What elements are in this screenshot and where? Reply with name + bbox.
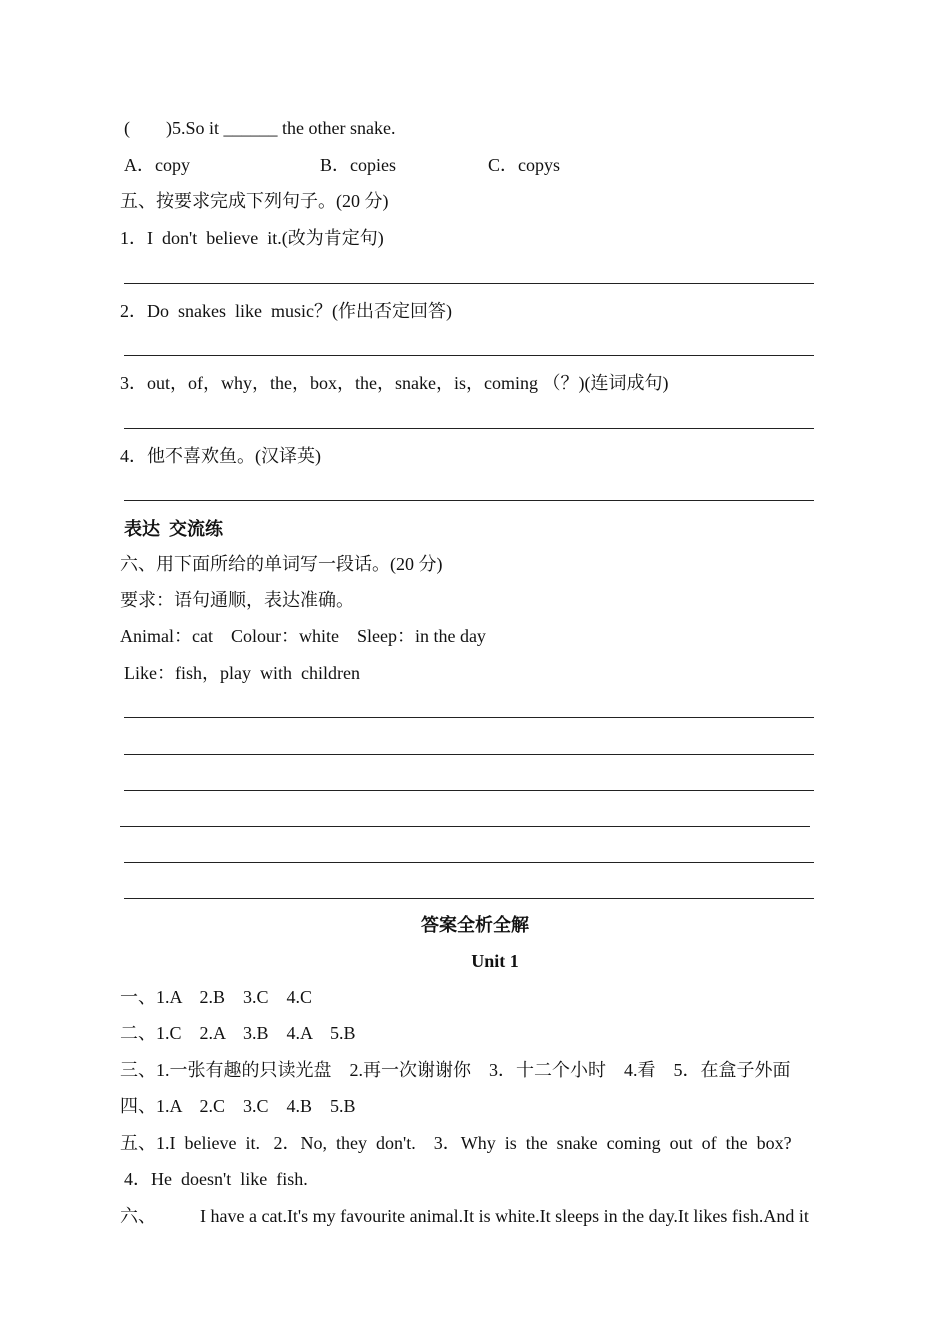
answer-line[interactable] (124, 355, 814, 356)
q5-stem: ( )5.So it ______ the other snake. (124, 118, 396, 138)
section5-item-1: 1．I don't believe it.(改为肯定句) (120, 228, 384, 248)
section5-item-2: 2．Do snakes like music？(作出否定回答) (120, 301, 452, 321)
answer-line[interactable] (124, 428, 814, 429)
answer-part-2: 二、1.C 2.A 3.B 4.A 5.B (120, 1023, 356, 1043)
q5-option-a: A．copy (124, 155, 190, 175)
express-heading: 表达 交流练 (124, 519, 223, 539)
section6-title: 六、用下面所给的单词写一段话。(20 分) (120, 554, 443, 574)
section6-hint-2: Like：fish，play with children (124, 663, 360, 683)
writing-line[interactable] (120, 826, 810, 827)
section6-requirement: 要求：语句通顺，表达准确。 (120, 590, 354, 610)
writing-line[interactable] (124, 754, 814, 755)
section6-hint-1: Animal：cat Colour：white Sleep：in the day (120, 626, 486, 646)
unit-title: Unit 1 (471, 951, 519, 971)
answer-part-1: 一、1.A 2.B 3.C 4.C (120, 987, 313, 1007)
writing-line[interactable] (124, 717, 814, 718)
answer-part-6-text: I have a cat.It's my favourite animal.It is white.It sleeps in the day.It likes fish.And it (200, 1206, 809, 1226)
q5-option-b: B．copies (320, 155, 396, 175)
answer-part-4: 四、1.A 2.C 3.C 4.B 5.B (120, 1096, 356, 1116)
answers-title: 答案全析全解 (421, 915, 529, 935)
writing-line[interactable] (124, 790, 814, 791)
section5-item-4: 4．他不喜欢鱼。(汉译英) (120, 446, 321, 466)
answer-part-5: 五、1.I believe it. 2．No, they don't. 3．Why is the snake coming out of the box? (120, 1133, 792, 1153)
section5-item-3: 3．out，of，why，the，box，the，snake，is，coming （？)(连词成句) (120, 373, 669, 393)
q5-option-c: C．copys (488, 155, 560, 175)
answer-part-6-label: 六、 (120, 1206, 156, 1226)
answer-part-5-cont: 4．He doesn't like fish. (124, 1169, 308, 1189)
writing-line[interactable] (124, 862, 814, 863)
answer-line[interactable] (124, 500, 814, 501)
writing-line[interactable] (124, 898, 814, 899)
answer-part-3: 三、1.一张有趣的只读光盘 2.再一次谢谢你 3．十二个小时 4.看 5．在盒子外面 (120, 1060, 791, 1080)
answer-line[interactable] (124, 283, 814, 284)
section5-title: 五、按要求完成下列句子。(20 分) (120, 191, 389, 211)
